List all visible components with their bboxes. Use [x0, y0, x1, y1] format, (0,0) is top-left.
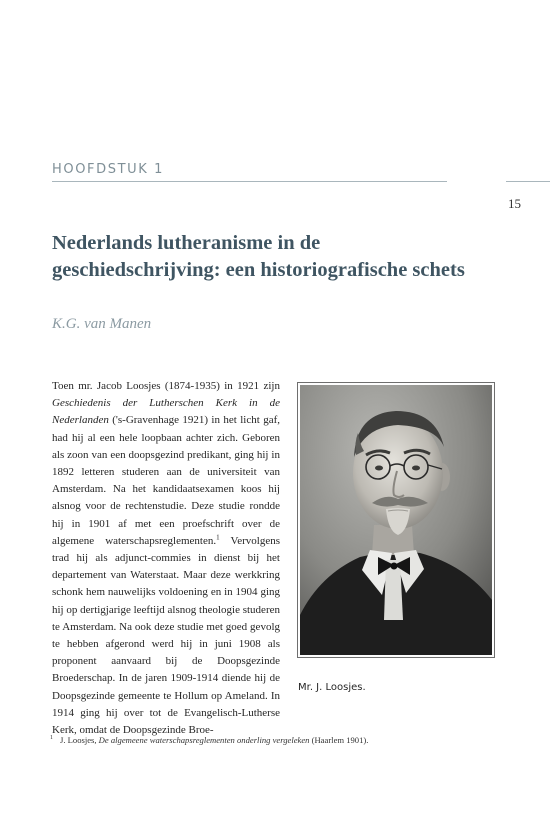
body-text-segment: Toen mr. Jacob Loosjes (1874-1935) in 1921 zijn [52, 380, 280, 392]
margin-rule [506, 181, 550, 182]
portrait-photo [300, 385, 492, 655]
footnote [50, 735, 520, 745]
chapter-title: Nederlands lutheranisme in de geschiedschrijving: een historiografische schets [52, 232, 465, 281]
footnote-author: J. Loosjes, [60, 735, 99, 745]
author-name: K.G. van Manen [52, 316, 152, 332]
footnote-rest: (Haarlem 1901). [309, 735, 369, 745]
portrait-photo-frame [297, 382, 495, 658]
figure-caption: Mr. J. Loosjes. [298, 682, 366, 693]
chapter-rule [52, 181, 447, 182]
footnote-number: 1 [50, 735, 53, 742]
chapter-label: HOOFDSTUK 1 [52, 162, 164, 177]
footnote-title-italic: De algemeene waterschapsreglementen onderling vergeleken [98, 735, 310, 745]
page-number: 15 [508, 196, 521, 211]
footnote-reference[interactable]: 1 [216, 533, 220, 542]
body-text-segment: ('s-Gravenhage 1921) in het licht gaf, had hij al een hele loopbaan achter zich. Geboren als zoon van een doopsgezind predikant, ging hij in 1892 letteren studeren aan de universiteit van Amsterdam. Na het kandidaatsexamen koos hij alsnog voor de rechtenstudie. Deze studie rondde hij in 1901 af met een proefschrift over de algemene waterschapsreglementen. [52, 414, 280, 547]
book-title-italic: Geschiedenis der Lutherschen Kerk in de Nederlanden [52, 397, 280, 427]
body-text-segment: Vervolgens trad hij als adjunct-commies in dienst bij het departement van Waterstaat. Maar deze werkkring schonk hem nauwelijks voldoening en in 1904 ging hij op dertigjarige leeftijd alsnog theologie studeren te Amsterdam. Na ook deze studie met goed gevolg te hebben afgerond werd hij in juni 1908 als proponent aanvaard bij de Doopsgezinde Broederschap. In de jaren 1909-1914 diende hij de Doopsgezinde gemeente te Hollum op Ameland. In 1914 ging hij over tot de Evangelisch-Lutherse Kerk, omdat de Doopsgezinde Broe- [52, 534, 280, 737]
